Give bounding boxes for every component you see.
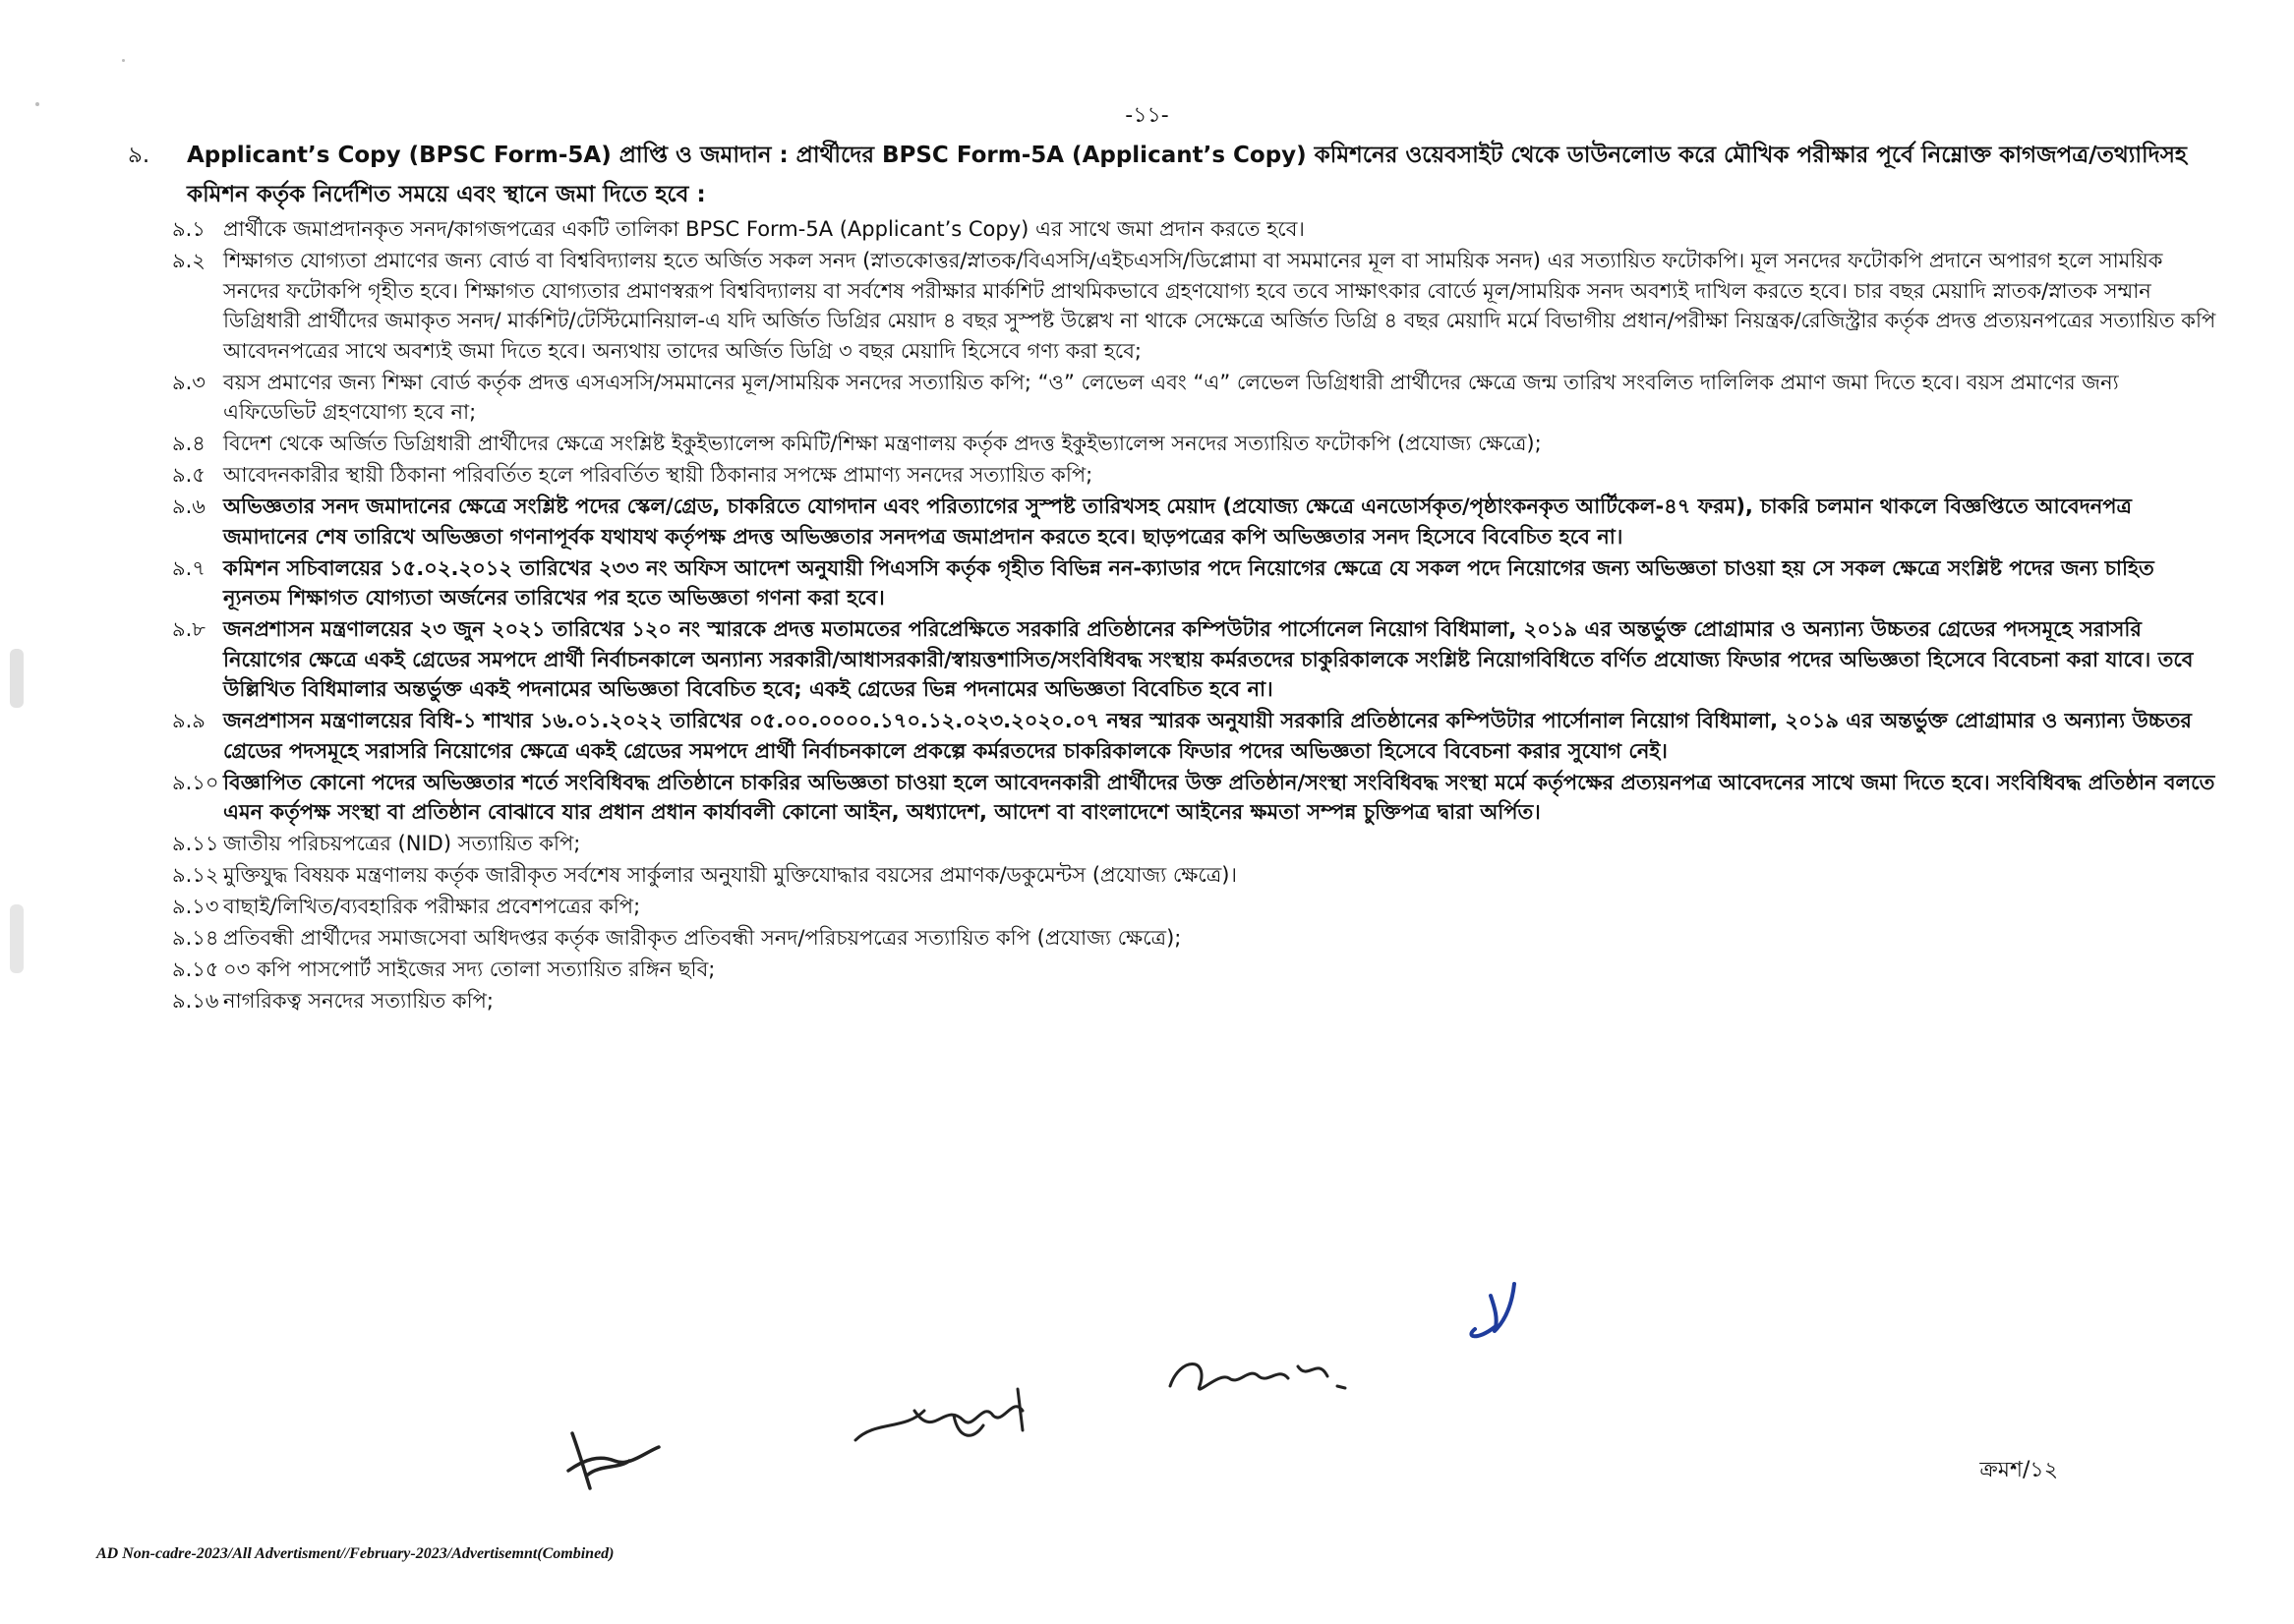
list-item xyxy=(172,614,2217,705)
scan-speck xyxy=(10,649,24,708)
item-text: জনপ্রশাসন মন্ত্রণালয়ের বিধি-১ শাখার ১৬.০১.২০২২ তারিখের ০৫.০০.০০০০.১৭০.১২.০২৩.২০২০.০৭ নম্বর স্মারক অনুযায়ী সরকারি প্রতিষ্ঠানের কম্পিউটার পার্সোনাল নিয়োগ বিধিমালা, ২০১৯ এর অন্তর্ভুক্ত প্রোগ্রামার ও অন্যান্য উচ্চতর গ্রেডের পদসমূহে সরাসরি নিয়োগের ক্ষেত্রে একই গ্রেডের সমপদে প্রার্থী নির্বাচনকালে প্রকল্পে কর্মরতদের চাকরিকালকে ফিডার পদের অভিজ্ঞতা হিসেবে বিবেচনা করার সুযোগ নেই। xyxy=(223,709,2192,763)
signature-1 xyxy=(1160,1337,1357,1416)
requirement-list xyxy=(172,214,2217,1017)
list-item xyxy=(172,460,2217,491)
list-item xyxy=(172,492,2217,551)
item-text: বয়স প্রমাণের জন্য শিক্ষা বোর্ড কর্তৃক প্রদত্ত এসএসসি/সমমানের মূল/সাময়িক সনদের সত্যায়িত কপি; “ও” লেভেল এবং “এ” লেভেল ডিগ্রিধারী প্রার্থীদের ক্ষেত্রে জন্ম তারিখ সংবলিত দালিলিক প্রমাণ জমা দিতে হবে। বয়স প্রমাণের জন্য এফিডেভিট গ্রহণযোগ্য হবে না; xyxy=(223,370,2119,424)
item-text: মুক্তিযুদ্ধ বিষয়ক মন্ত্রণালয় কর্তৃক জারীকৃত সর্বশেষ সার্কুলার অনুযায়ী মুক্তিযোদ্ধার বয়সের প্রমাণক/ডকুমেন্টস (প্রযোজ্য ক্ষেত্রে)। xyxy=(223,863,1237,887)
item-text: জনপ্রশাসন মন্ত্রণালয়ের ২৩ জুন ২০২১ তারিখের ১২০ নং স্মারকে প্রদত্ত মতামতের পরিপ্রেক্ষিতে সরকারি প্রতিষ্ঠানের কম্পিউটার পার্সোনেল নিয়োগ বিধিমালা, ২০১৯ এর অন্তর্ভুক্ত প্রোগ্রামার ও অন্যান্য উচ্চতর গ্রেডের পদসমূহে সরাসরি নিয়োগের ক্ষেত্রে একই গ্রেডের সমপদে প্রার্থী নির্বাচনকালে অন্যান্য সরকারী/আধাসরকারী/স্বায়ত্তশাসিত/সংবিধিবদ্ধ সংস্থায় কর্মরতদের চাকুরিকালকে সংশ্লিষ্ট নিয়োগবিধিতে বর্ণিত প্রযোজ্য ফিডার পদের অভিজ্ঞতা হিসেবে বিবেচনা করা যাবে। তবে উল্লিখিত বিধিমালার অন্তর্ভুক্ত একই পদনামের অভিজ্ঞতা বিবেচিত হবে; একই গ্রেডের ভিন্ন পদনামের অভিজ্ঞতা বিবেচিত হবে না। xyxy=(223,617,2194,701)
list-item xyxy=(172,892,2217,922)
item-text: শিক্ষাগত যোগ্যতা প্রমাণের জন্য বোর্ড বা বিশ্ববিদ্যালয় হতে অর্জিত সকল সনদ (স্নাতকোত্তর/স্নাতক/বিএসসি/এইচএসসি/ডিপ্লোমা বা সমমানের মূল বা সাময়িক সনদ) এর সত্যায়িত ফটোকপি। মূল সনদের ফটোকপি প্রদানে অপারগ হলে সাময়িক সনদের ফটোকপি গৃহীত হবে। শিক্ষাগত যোগ্যতার প্রমাণস্বরূপ বিশ্ববিদ্যালয় বা সর্বশেষ পরীক্ষার মার্কশিট প্রাথমিকভাবে গ্রহণযোগ্য হবে তবে সাক্ষাৎকার বোর্ডে মূল/সাময়িক সনদ অবশ্যই দাখিল করতে হবে। চার বছর মেয়াদি স্নাতক/স্নাতক সম্মান ডিগ্রিধারী প্রার্থীদের জমাকৃত সনদ/ মার্কশিট/টেস্টিমোনিয়াল-এ যদি অর্জিত ডিগ্রির মেয়াদ ৪ বছর সুস্পষ্ট উল্লেখ না থাকে সেক্ষেত্রে অর্জিত ডিগ্রি ৪ বছর মেয়াদি মর্মে বিভাগীয় প্রধান/পরীক্ষা নিয়ন্ত্রক/রেজিস্ট্রার কর্তৃক প্রদত্ত প্রত্যয়নপত্রের সত্যায়িত কপি আবেদনপত্রের সাথে অবশ্যই জমা দিতে হবে। অন্যথায় তাদের অর্জিত ডিগ্রি ৩ বছর মেয়াদি হিসেবে গণ্য করা হবে; xyxy=(223,249,2216,363)
item-number: ৯.৯ xyxy=(172,709,206,732)
item-text: প্রতিবন্ধী প্রার্থীদের সমাজসেবা অধিদপ্তর কর্তৃক জারীকৃত প্রতিবন্ধী সনদ/পরিচয়পত্রের সত্যায়িত কপি (প্রযোজ্য ক্ষেত্রে); xyxy=(223,926,1182,950)
list-item xyxy=(172,768,2217,828)
page-number: -১১- xyxy=(1125,103,1169,128)
footer-reference: AD Non-cadre-2023/All Advertisment//February-2023/Advertisemnt(Combined) xyxy=(96,1545,615,1562)
list-item xyxy=(172,368,2217,428)
list-item xyxy=(172,955,2217,985)
item-number: ৯.১৩ xyxy=(172,895,219,918)
scan-speck xyxy=(10,904,24,973)
item-text: অভিজ্ঞতার সনদ জমাদানের ক্ষেত্রে সংশ্লিষ্ট পদের স্কেল/গ্রেড, চাকরিতে যোগদান এবং পরিত্যাগের সুস্পষ্ট তারিখসহ মেয়াদ (প্রযোজ্য ক্ষেত্রে এনডোর্সকৃত/পৃষ্ঠাংকনকৃত আর্টিকেল-৪৭ ফরম), চাকরি চলমান থাকলে বিজ্ঞপ্তিতে আবেদনপত্র জমাদানের শেষ তারিখে অভিজ্ঞতা গণনাপূর্বক যথাযথ কর্তৃপক্ষ প্রদত্ত অভিজ্ঞতার সনদপত্র জমাপ্রদান করতে হবে। ছাড়পত্রের কপি অভিজ্ঞতার সনদ হিসেবে বিবেচিত হবে না। xyxy=(223,494,2132,549)
item-text: জাতীয় পরিচয়পত্রের (NID) সত্যায়িত কপি; xyxy=(223,832,581,855)
item-number: ৯.৮ xyxy=(172,617,206,641)
item-number: ৯.৩ xyxy=(172,370,206,394)
item-number: ৯.৫ xyxy=(172,463,206,487)
item-text: বিদেশ থেকে অর্জিত ডিগ্রিধারী প্রার্থীদের ক্ষেত্রে সংশ্লিষ্ট ইকুইভ্যালেন্স কমিটি/শিক্ষা মন্ত্রণালয় কর্তৃক প্রদত্ত ইকুইভ্যালেন্স সনদের সত্যায়িত ফটোকপি (প্রযোজ্য ক্ষেত্রে); xyxy=(223,432,1542,455)
section-number: ৯. xyxy=(128,143,150,168)
list-item xyxy=(172,860,2217,891)
continuation-note: ক্রমশ/১২ xyxy=(1979,1458,2058,1482)
item-number: ৯.১ xyxy=(172,217,206,241)
list-item xyxy=(172,986,2217,1016)
item-number: ৯.৬ xyxy=(172,494,206,518)
list-item xyxy=(172,923,2217,954)
list-item xyxy=(172,214,2217,245)
list-item xyxy=(172,246,2217,366)
item-text: ০৩ কপি পাসপোর্ট সাইজের সদ্য তোলা সত্যায়িত রঙ্গিন ছবি; xyxy=(223,957,716,981)
item-number: ৯.১০ xyxy=(172,770,219,794)
scan-speck xyxy=(122,59,125,62)
item-number: ৯.১৪ xyxy=(172,926,219,950)
item-number: ৯.১১ xyxy=(172,832,219,855)
item-text: প্রার্থীকে জমাপ্রদানকৃত সনদ/কাগজপত্রের একটি তালিকা BPSC Form-5A (Applicant’s Copy) এর সাথে জমা প্রদান করতে হবে। xyxy=(223,217,1305,241)
item-text: বাছাই/লিখিত/ব্যবহারিক পরীক্ষার প্রবেশপত্রের কপি; xyxy=(223,895,641,918)
item-number: ৯.১২ xyxy=(172,863,219,887)
item-number: ৯.১৬ xyxy=(172,989,219,1013)
list-item xyxy=(172,429,2217,459)
signature-2 xyxy=(846,1371,1052,1460)
item-text: কমিশন সচিবালয়ের ১৫.০২.২০১২ তারিখের ২৩৩ নং অফিস আদেশ অনুযায়ী পিএসসি কর্তৃক গৃহীত বিভিন্ন নন-ক্যাডার পদে নিয়োগের ক্ষেত্রে যে সকল পদে নিয়োগের জন্য অভিজ্ঞতা চাওয়া হয় সে সকল ক্ষেত্রে সংশ্লিষ্ট পদের জন্য চাহিত ন্যূনতম শিক্ষাগত যোগ্যতা অর্জনের তারিখের পর হতে অভিজ্ঞতা গণনা করা হবে। xyxy=(223,555,2154,609)
item-text: আবেদনকারীর স্থায়ী ঠিকানা পরিবর্তিত হলে পরিবর্তিত স্থায়ী ঠিকানার সপক্ষে প্রামাণ্য সনদের সত্যায়িত কপি; xyxy=(223,463,1093,487)
list-item xyxy=(172,829,2217,859)
item-number: ৯.১৫ xyxy=(172,957,219,981)
item-number: ৯.৭ xyxy=(172,555,206,580)
signature-3 xyxy=(560,1425,669,1494)
item-number: ৯.২ xyxy=(172,249,206,272)
item-text: নাগরিকত্ব সনদের সত্যায়িত কপি; xyxy=(223,989,495,1013)
list-item xyxy=(172,706,2217,766)
item-number: ৯.৪ xyxy=(172,432,206,455)
section-heading-text: Applicant’s Copy (BPSC Form-5A) প্রাপ্তি ও জমাদান : প্রার্থীদের BPSC Form-5A (Applicant’s Copy) কমিশনের ওয়েবসাইট থেকে ডাউনলোড করে মৌখিক পরীক্ষার পূর্বে নিম্নোক্ত কাগজপত্র/তথ্যাদিসহ কমিশন কর্তৃক নির্দেশিত সময়ে এবং স্থানে জমা দিতে হবে : xyxy=(187,143,2188,207)
list-item xyxy=(172,553,2217,613)
signature-initial-blue xyxy=(1455,1268,1544,1347)
item-text: বিজ্ঞাপিত কোনো পদের অভিজ্ঞতার শর্তে সংবিধিবদ্ধ প্রতিষ্ঠানে চাকরির অভিজ্ঞতা চাওয়া হলে আবেদনকারী প্রার্থীদের উক্ত প্রতিষ্ঠান/সংস্থা সংবিধিবদ্ধ সংস্থা মর্মে কর্তৃপক্ষের প্রত্যয়নপত্র আবেদনের সাথে জমা দিতে হবে। সংবিধিবদ্ধ প্রতিষ্ঠান বলতে এমন কর্তৃপক্ষ সংস্থা বা প্রতিষ্ঠান বোঝাবে যার প্রধান প্রধান কার্যাবলী কোনো আইন, অধ্যাদেশ, আদেশ বা বাংলাদেশে আইনের ক্ষমতা সম্পন্ন চুক্তিপত্র দ্বারা অর্পিত। xyxy=(223,770,2215,824)
scan-speck xyxy=(35,102,39,106)
section-heading xyxy=(128,136,2203,214)
